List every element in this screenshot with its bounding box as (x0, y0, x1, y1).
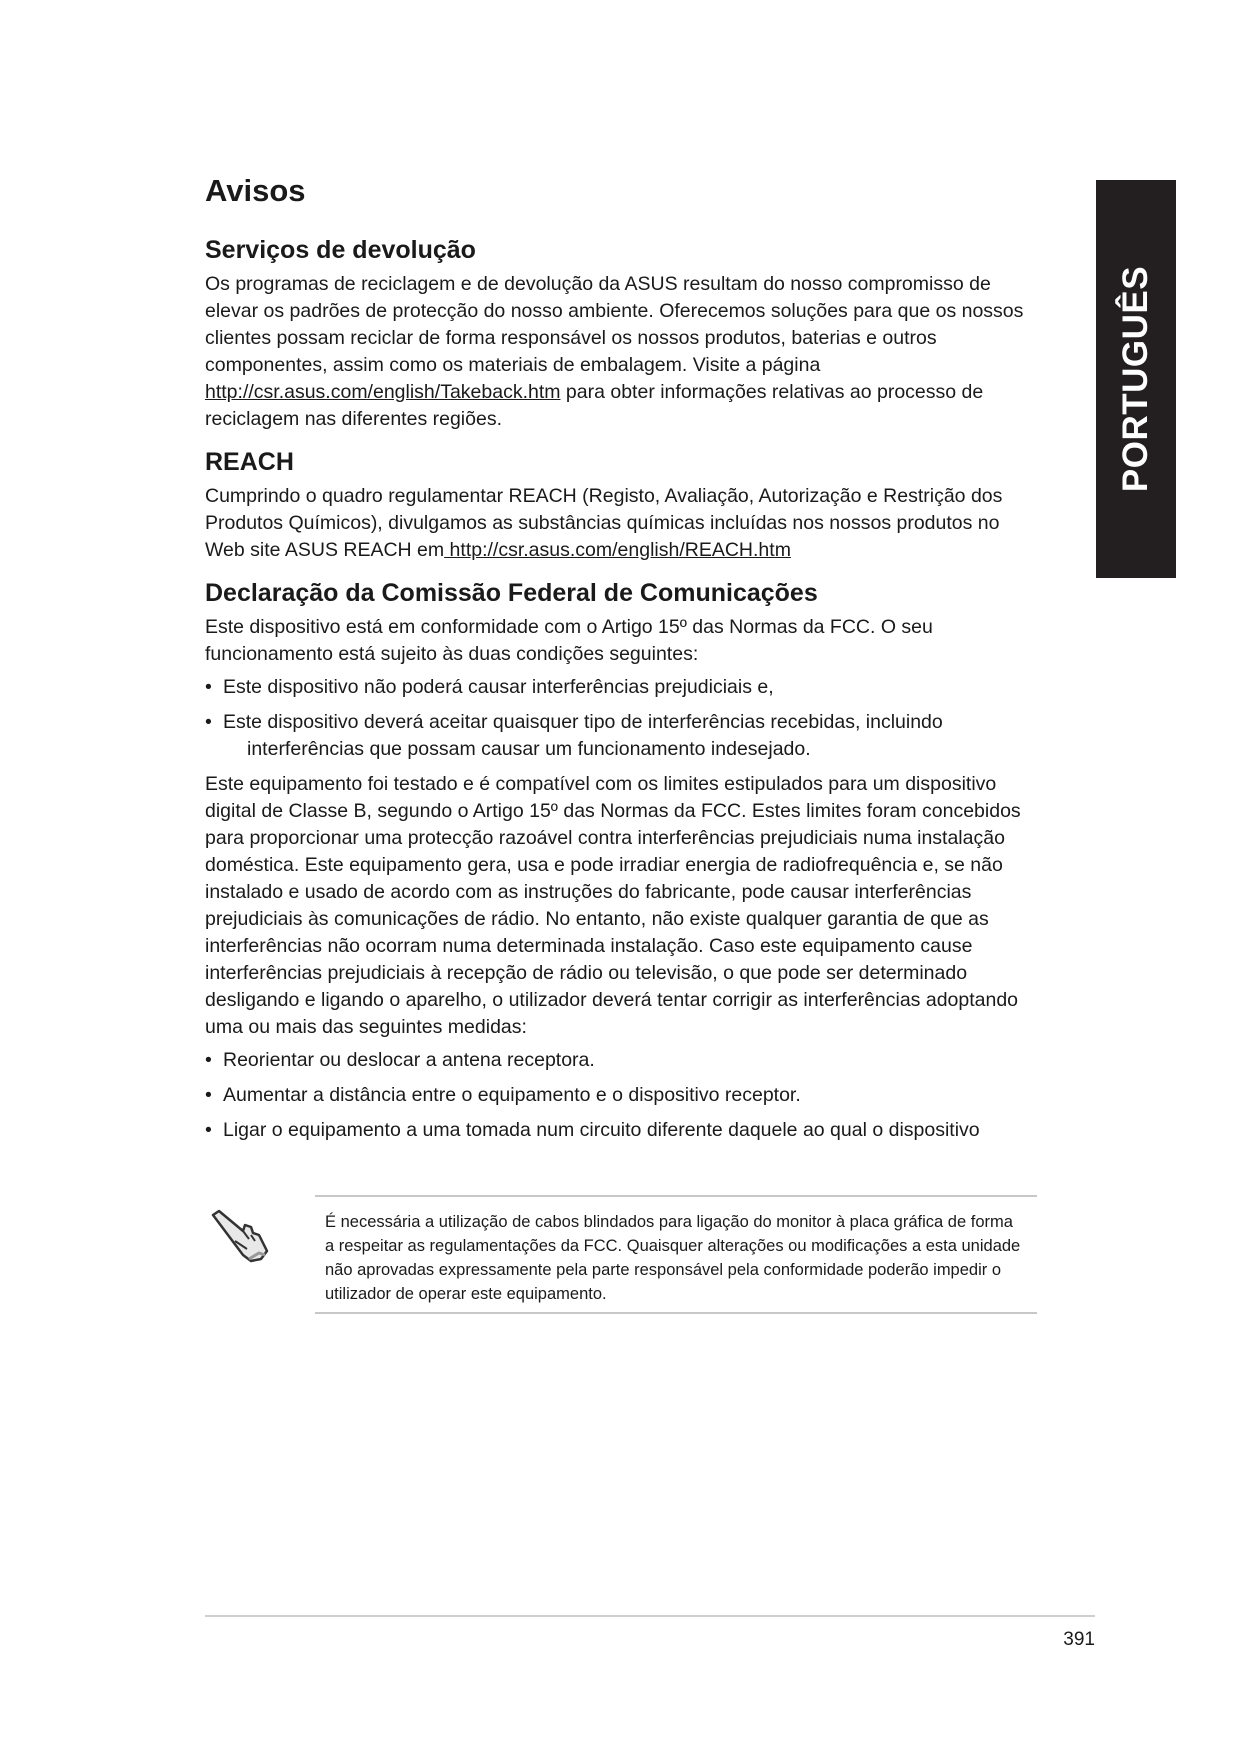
fcc-conditions-list (205, 674, 1035, 763)
section-heading-fcc: Declaração da Comissão Federal de Comunicações (205, 579, 818, 608)
note-box (315, 1195, 1037, 1314)
language-side-tab (1096, 180, 1176, 578)
note-text: É necessária a utilização de cabos blindados para ligação do monitor à placa gráfica de forma a respeitar as regulamentações da FCC. Quaisquer alterações ou modificações a esta unidade não aprovadas expressamente pela parte responsável pela conformidade poderão impedir o utilizador de operar este equipamento. (325, 1213, 1021, 1303)
list-item: • Este dispositivo não poderá causar interferências prejudiciais e, (205, 674, 1035, 701)
section-heading-reach: REACH (205, 448, 294, 477)
reach-paragraph (205, 483, 1035, 564)
section-heading-return-services: Serviços de devolução (205, 236, 476, 265)
page-number: 391 (1063, 1629, 1095, 1650)
fcc-paragraph: Este equipamento foi testado e é compatível com os limites estipulados para um dispositivo digital de Classe B, segundo o Artigo 15º das Normas da FCC. Estes limites foram concebidos para proporcionar uma protecção razoável contra interferências prejudiciais numa instalação doméstica. Este equipamento gera, usa e pode irradiar energia de radiofrequência e, se não instalado e usado de acordo com as instruções do fabricante, pode causar interferências prejudiciais às comunicações de rádio. No entanto, não existe qualquer garantia de que as interferências não ocorram numa determinada instalação. Caso este equipamento cause interferências prejudiciais à recepção de rádio ou televisão, o que pode ser determinado desligando e ligando o aparelho, o utilizador deverá tentar corrigir as interferências adoptando uma ou mais das seguintes medidas: (205, 773, 1021, 1039)
reach-link[interactable]: http://csr.asus.com/english/REACH.htm (444, 539, 791, 562)
list-item: • Aumentar a distância entre o equipamento e o dispositivo receptor. (205, 1082, 1035, 1109)
pointing-hand-icon (205, 1203, 275, 1265)
bullet-icon: • (205, 676, 212, 699)
list-item: • Reorientar ou deslocar a antena receptora. (205, 1047, 1035, 1074)
footer-divider (205, 1615, 1095, 1617)
list-item: • Ligar o equipamento a uma tomada num circuito diferente daquele ao qual o dispositivo (205, 1117, 1035, 1144)
return-services-text-end: para obter informações relativas ao processo de reciclagem nas diferentes regiões. (205, 381, 984, 431)
fcc-measures-list (205, 1047, 1035, 1144)
bullet-icon: • (205, 1084, 212, 1107)
return-services-paragraph (205, 271, 1035, 433)
list-item: • Este dispositivo deverá aceitar quaisquer tipo de interferências recebidas, incluindo interferências que possam causar um funcionamento indesejado. (205, 711, 943, 761)
bullet-icon: • (205, 1049, 212, 1072)
return-services-text: Os programas de reciclagem e de devolução da ASUS resultam do nosso compromisso de elevar os padrões de protecção do nosso ambiente. Oferecemos soluções para que os nossos clientes possam reciclar de forma responsável os nossos produtos, baterias e outros componentes, assim como os materiais de embalagem. Visite a página (205, 273, 1024, 377)
bullet-icon: • (205, 1119, 212, 1142)
bullet-icon: • (205, 711, 212, 734)
page-content (205, 172, 1035, 1152)
takeback-link[interactable]: http://csr.asus.com/english/Takeback.htm (205, 381, 561, 404)
fcc-intro: Este dispositivo está em conformidade com o Artigo 15º das Normas da FCC. O seu funcionamento está sujeito às duas condições seguintes: (205, 616, 933, 666)
page-title: Avisos (205, 173, 306, 208)
reach-text: Cumprindo o quadro regulamentar REACH (Registo, Avaliação, Autorização e Restrição dos Produtos Químicos), divulgamos as substâncias químicas incluídas nos nossos produtos no Web site ASUS REACH em (205, 485, 1003, 562)
language-side-tab-label: PORTUGUÊS (1116, 265, 1156, 493)
